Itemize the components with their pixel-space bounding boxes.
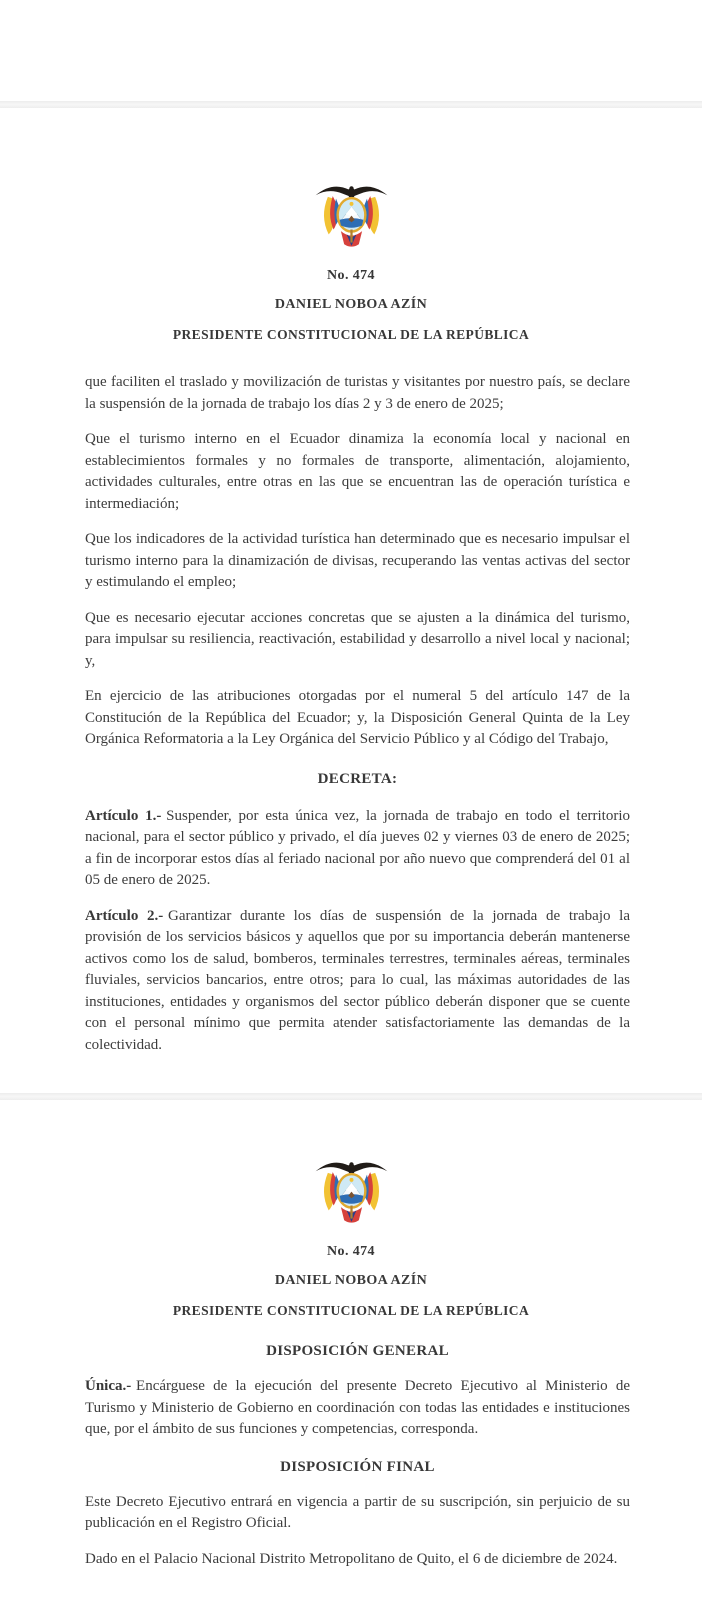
decreta-heading: DECRETA: [317,770,398,787]
unica-paragraph [85,1376,630,1441]
intro-paragraph: Que es necesario ejecutar acciones concretas que se ajusten a la dinámica del turismo, para impulsar su resiliencia, reactivación, estabilidad y desarrollo a nivel local y nacional; y, [85,609,630,669]
intro-paragraph: Que los indicadores de la actividad turística han determinado que es necesario impulsar el turismo interno para la dinamización de divisas, recuperando las ventas activas del sector y estimulando el empleo; [85,531,630,590]
author-title: PRESIDENTE CONSTITUCIONAL DE LA REPÚBLICA [172,1303,530,1318]
intro-paragraph: Que el turismo interno en el Ecuador dinamiza la economía local y nacional en establecimientos formales y no formales de transporte, alimentación, alojamiento, actividades culturales, entre otras en las que se encuentran las de operación turística e intermediación; [85,431,630,512]
article-2-text: Garantizar durante los días de suspensión de la jornada de trabajo la provisión de los servicios básicos y aquellos que por su importancia deberán mantenerse activos como los de salud, bomberos, terminales terrestres, terminales aéreas, terminales fluviales, servicios bancarios, entre otros; para lo cual, las máximas autoridades de las instituciones, entidades y organismos del sector público deberán disponer que se cuente con el personal mínimo que permita atender satisfactoriamente las demandas de la colectividad. [85,907,630,1053]
author-title: PRESIDENTE CONSTITUCIONAL DE LA REPÚBLICA [172,327,530,342]
article-1-paragraph [85,806,630,892]
page-2-body [0,1343,702,1570]
page-separator [0,1093,702,1100]
previous-page-bottom-edge [0,0,702,101]
disposicion-general-heading: DISPOSICIÓN GENERAL [266,1343,449,1359]
article-1-label: Artículo 1.- [85,807,162,824]
decree-number: No. 474 [327,268,375,283]
ecuador-coat-of-arms-icon [303,179,400,254]
page-separator [0,101,702,108]
intro-paragraph: En ejercicio de las atribuciones otorgadas por el numeral 5 del artículo 147 de la Constitución de la República del Ecuador; y, la Disposición General Quinta de la Ley Orgánica Reformatoria a la Ley Orgánica del Servicio Público y al Código del Trabajo, [85,688,630,747]
ecuador-coat-of-arms-icon [303,1155,400,1230]
unica-text: Encárguese de la ejecución del presente Decreto Ejecutivo al Ministerio de Turismo y Ministerio de Gobierno en coordinación con todas las entidades e instituciones que, por el ámbito de sus funciones y competencias, corresponda. [85,1378,630,1437]
page-1-body [0,372,702,1056]
page-1-header [0,108,702,343]
dado-paragraph: Dado en el Palacio Nacional Distrito Metropolitano de Quito, el 6 de diciembre de 2024. [85,1550,618,1567]
disposicion-final-heading: DISPOSICIÓN FINAL [280,1458,435,1475]
author-name: DANIEL NOBOA AZÍN [274,297,428,312]
article-1-text: Suspender, por esta única vez, la jornada de trabajo en todo el territorio nacional, para el sector público y privado, el día jueves 02 y viernes 03 de enero de 2025; a fin de incorporar estos días al feriado nacional por año nuevo que comprenderá del 01 al 05 de enero de 2025. [85,807,630,888]
decree-page-2 [0,1100,702,1600]
final-paragraph: Este Decreto Ejecutivo entrará en vigencia a partir de su suscripción, sin perjuicio de su publicación en el Registro Oficial. [85,1493,630,1531]
article-2-paragraph [85,906,630,1057]
article-2-label: Artículo 2.- [85,907,164,924]
decree-number: No. 474 [327,1244,375,1259]
author-name: DANIEL NOBOA AZÍN [274,1273,428,1288]
page-2-header [0,1100,702,1319]
intro-paragraph: que faciliten el traslado y movilización de turistas y visitantes por nuestro país, se declare la suspensión de la jornada de trabajo los días 2 y 3 de enero de 2025; [85,374,630,412]
unica-label: Única.- [85,1378,132,1394]
decree-page-1 [0,108,702,1093]
